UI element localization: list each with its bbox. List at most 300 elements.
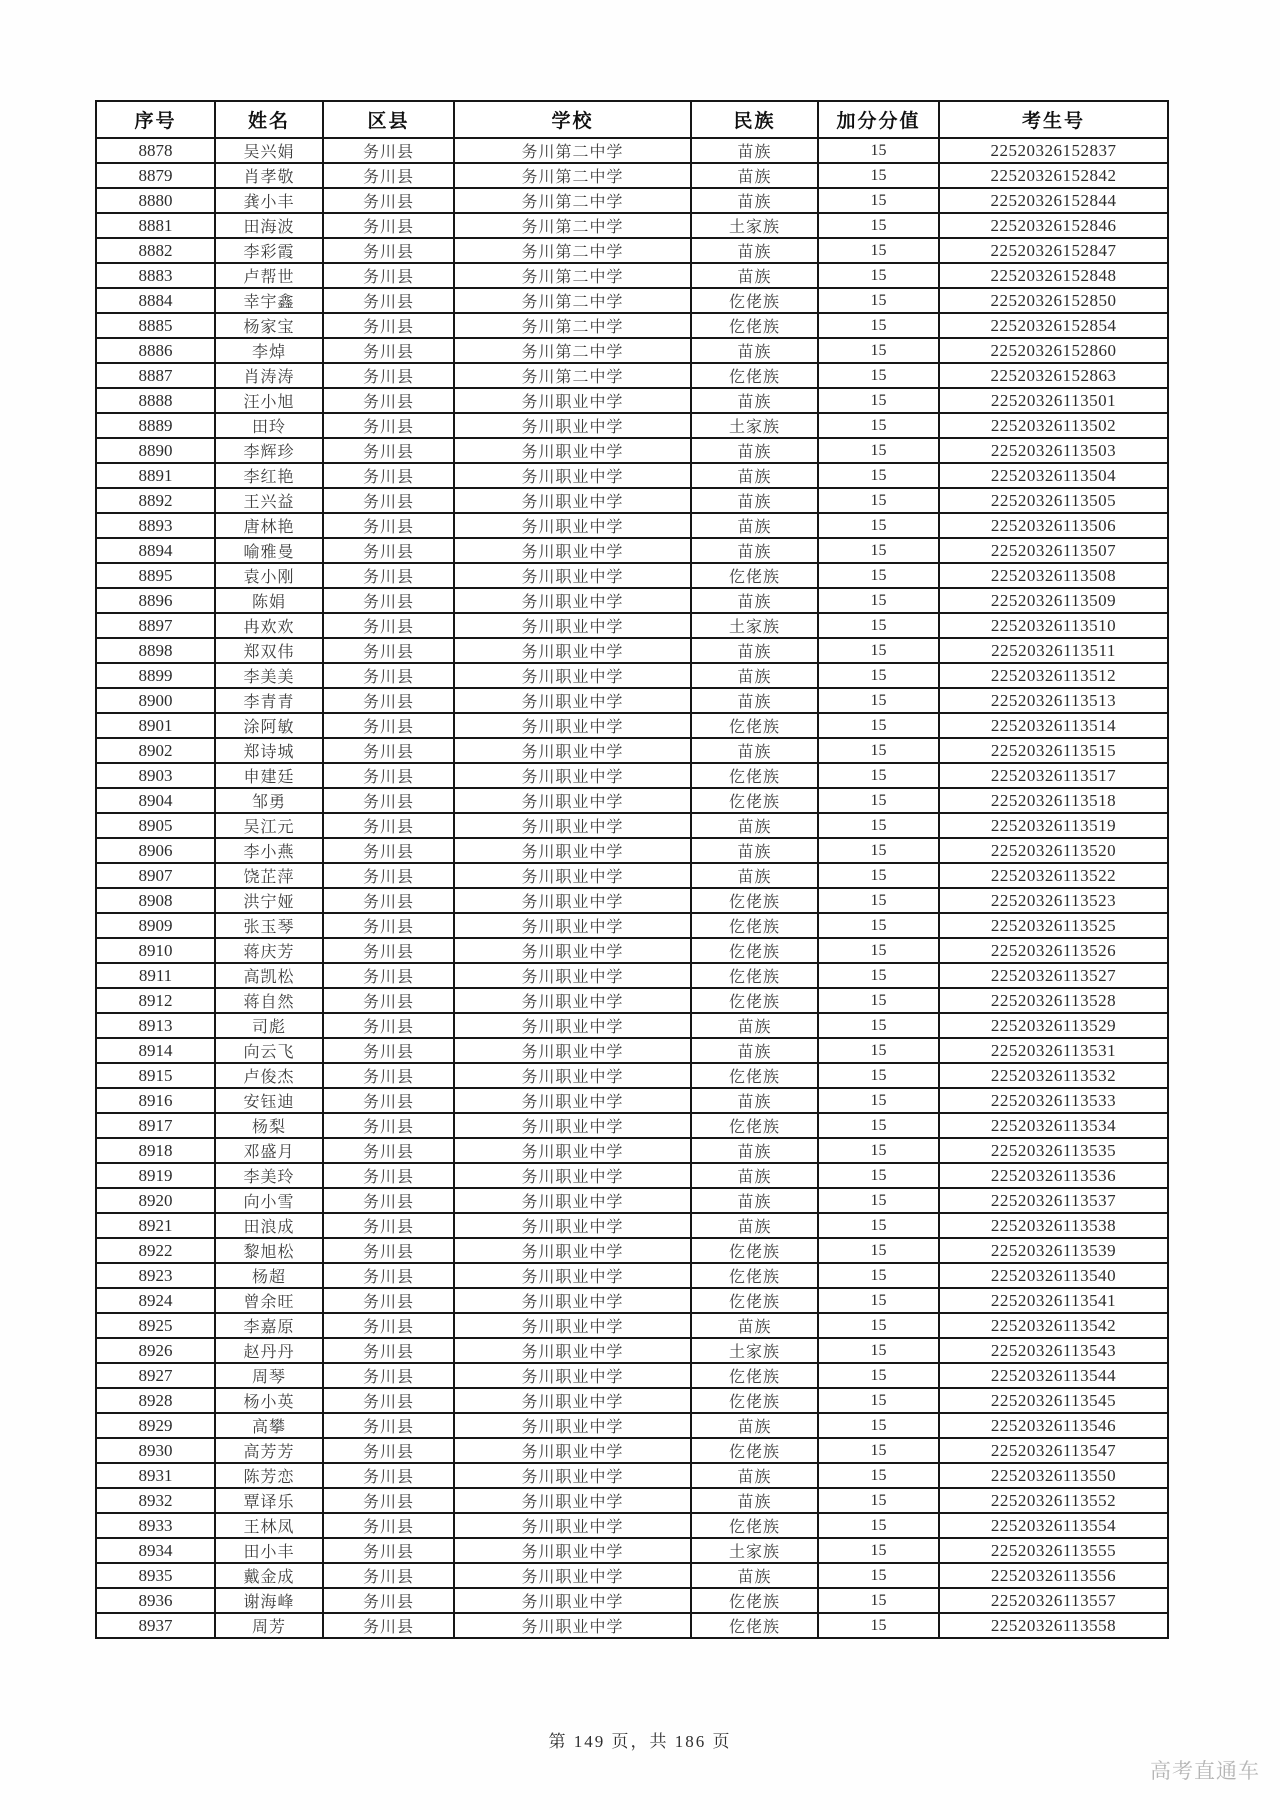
table-row — [96, 388, 1168, 413]
cell-county: 务川县 — [323, 1013, 454, 1038]
cell-candidate-no: 22520326152848 — [939, 263, 1168, 288]
cell-serial: 8915 — [96, 1063, 215, 1088]
cell-bonus: 15 — [818, 1088, 939, 1113]
cell-school: 务川职业中学 — [454, 988, 691, 1013]
cell-school: 务川第二中学 — [454, 288, 691, 313]
cell-serial: 8882 — [96, 238, 215, 263]
cell-candidate-no: 22520326113518 — [939, 788, 1168, 813]
cell-ethnicity: 苗族 — [691, 1313, 818, 1338]
cell-school: 务川职业中学 — [454, 1163, 691, 1188]
cell-name: 卢俊杰 — [215, 1063, 323, 1088]
cell-school: 务川职业中学 — [454, 513, 691, 538]
table-row — [96, 338, 1168, 363]
cell-bonus: 15 — [818, 163, 939, 188]
cell-school: 务川第二中学 — [454, 363, 691, 388]
bonus-points-table — [95, 100, 1169, 1639]
cell-name: 杨超 — [215, 1263, 323, 1288]
cell-bonus: 15 — [818, 1363, 939, 1388]
cell-school: 务川职业中学 — [454, 413, 691, 438]
table-row — [96, 413, 1168, 438]
table-row — [96, 138, 1168, 163]
cell-county: 务川县 — [323, 688, 454, 713]
cell-serial: 8911 — [96, 963, 215, 988]
cell-bonus: 15 — [818, 1463, 939, 1488]
cell-serial: 8905 — [96, 813, 215, 838]
cell-county: 务川县 — [323, 638, 454, 663]
cell-county: 务川县 — [323, 238, 454, 263]
cell-name: 张玉琴 — [215, 913, 323, 938]
cell-ethnicity: 仡佬族 — [691, 888, 818, 913]
cell-candidate-no: 22520326113557 — [939, 1588, 1168, 1613]
cell-name: 李青青 — [215, 688, 323, 713]
cell-county: 务川县 — [323, 438, 454, 463]
cell-serial: 8899 — [96, 663, 215, 688]
watermark-text: 高考直通车 — [1150, 1760, 1260, 1783]
cell-ethnicity: 仡佬族 — [691, 1263, 818, 1288]
cell-serial: 8895 — [96, 563, 215, 588]
cell-bonus: 15 — [818, 438, 939, 463]
cell-candidate-no: 22520326113555 — [939, 1538, 1168, 1563]
cell-bonus: 15 — [818, 963, 939, 988]
cell-bonus: 15 — [818, 138, 939, 163]
cell-name: 高攀 — [215, 1413, 323, 1438]
cell-ethnicity: 仡佬族 — [691, 713, 818, 738]
cell-serial: 8906 — [96, 838, 215, 863]
cell-school: 务川职业中学 — [454, 1138, 691, 1163]
header-county: 区县 — [323, 101, 454, 138]
cell-serial: 8909 — [96, 913, 215, 938]
cell-bonus: 15 — [818, 1538, 939, 1563]
cell-candidate-no: 22520326113546 — [939, 1413, 1168, 1438]
cell-serial: 8880 — [96, 188, 215, 213]
table-row — [96, 1388, 1168, 1413]
cell-serial: 8878 — [96, 138, 215, 163]
cell-ethnicity: 土家族 — [691, 213, 818, 238]
cell-name: 唐林艳 — [215, 513, 323, 538]
cell-candidate-no: 22520326113505 — [939, 488, 1168, 513]
cell-county: 务川县 — [323, 1338, 454, 1363]
cell-school: 务川职业中学 — [454, 713, 691, 738]
cell-candidate-no: 22520326152842 — [939, 163, 1168, 188]
cell-bonus: 15 — [818, 688, 939, 713]
cell-ethnicity: 苗族 — [691, 438, 818, 463]
cell-name: 陈芳恋 — [215, 1463, 323, 1488]
cell-candidate-no: 22520326113514 — [939, 713, 1168, 738]
cell-county: 务川县 — [323, 1438, 454, 1463]
cell-candidate-no: 22520326152850 — [939, 288, 1168, 313]
table-row — [96, 1488, 1168, 1513]
cell-ethnicity: 仡佬族 — [691, 1588, 818, 1613]
cell-bonus: 15 — [818, 263, 939, 288]
cell-county: 务川县 — [323, 313, 454, 338]
cell-school: 务川职业中学 — [454, 588, 691, 613]
cell-serial: 8930 — [96, 1438, 215, 1463]
cell-school: 务川职业中学 — [454, 463, 691, 488]
cell-serial: 8897 — [96, 613, 215, 638]
cell-school: 务川职业中学 — [454, 538, 691, 563]
cell-name: 田小丰 — [215, 1538, 323, 1563]
table-row — [96, 363, 1168, 388]
cell-county: 务川县 — [323, 788, 454, 813]
cell-county: 务川县 — [323, 1063, 454, 1088]
table-row — [96, 1363, 1168, 1388]
cell-candidate-no: 22520326113533 — [939, 1088, 1168, 1113]
cell-name: 田玲 — [215, 413, 323, 438]
cell-candidate-no: 22520326113556 — [939, 1563, 1168, 1588]
cell-bonus: 15 — [818, 1513, 939, 1538]
table-row — [96, 163, 1168, 188]
cell-candidate-no: 22520326113537 — [939, 1188, 1168, 1213]
cell-serial: 8912 — [96, 988, 215, 1013]
table-row — [96, 588, 1168, 613]
cell-county: 务川县 — [323, 1288, 454, 1313]
cell-school: 务川职业中学 — [454, 938, 691, 963]
cell-ethnicity: 苗族 — [691, 1038, 818, 1063]
cell-bonus: 15 — [818, 1613, 939, 1638]
cell-candidate-no: 22520326113523 — [939, 888, 1168, 913]
table-row — [96, 763, 1168, 788]
cell-serial: 8894 — [96, 538, 215, 563]
cell-ethnicity: 苗族 — [691, 688, 818, 713]
cell-county: 务川县 — [323, 1563, 454, 1588]
cell-county: 务川县 — [323, 463, 454, 488]
cell-serial: 8922 — [96, 1238, 215, 1263]
cell-ethnicity: 仡佬族 — [691, 1613, 818, 1638]
cell-county: 务川县 — [323, 263, 454, 288]
cell-bonus: 15 — [818, 938, 939, 963]
cell-school: 务川职业中学 — [454, 438, 691, 463]
cell-ethnicity: 仡佬族 — [691, 763, 818, 788]
cell-candidate-no: 22520326113535 — [939, 1138, 1168, 1163]
cell-ethnicity: 苗族 — [691, 488, 818, 513]
cell-county: 务川县 — [323, 1613, 454, 1638]
cell-bonus: 15 — [818, 463, 939, 488]
cell-county: 务川县 — [323, 1188, 454, 1213]
table-row — [96, 563, 1168, 588]
table-row — [96, 1038, 1168, 1063]
cell-candidate-no: 22520326113528 — [939, 988, 1168, 1013]
cell-candidate-no: 22520326113506 — [939, 513, 1168, 538]
cell-ethnicity: 苗族 — [691, 1488, 818, 1513]
table-row — [96, 963, 1168, 988]
cell-serial: 8932 — [96, 1488, 215, 1513]
table-row — [96, 1338, 1168, 1363]
cell-serial: 8917 — [96, 1113, 215, 1138]
table-row — [96, 1463, 1168, 1488]
cell-candidate-no: 22520326113532 — [939, 1063, 1168, 1088]
cell-county: 务川县 — [323, 588, 454, 613]
cell-name: 杨梨 — [215, 1113, 323, 1138]
cell-ethnicity: 仡佬族 — [691, 313, 818, 338]
cell-school: 务川职业中学 — [454, 1413, 691, 1438]
header-name: 姓名 — [215, 101, 323, 138]
cell-bonus: 15 — [818, 538, 939, 563]
cell-school: 务川职业中学 — [454, 613, 691, 638]
cell-serial: 8919 — [96, 1163, 215, 1188]
cell-ethnicity: 苗族 — [691, 463, 818, 488]
cell-serial: 8887 — [96, 363, 215, 388]
cell-school: 务川职业中学 — [454, 488, 691, 513]
cell-bonus: 15 — [818, 1413, 939, 1438]
cell-county: 务川县 — [323, 913, 454, 938]
cell-serial: 8896 — [96, 588, 215, 613]
cell-school: 务川职业中学 — [454, 1213, 691, 1238]
cell-candidate-no: 22520326113545 — [939, 1388, 1168, 1413]
cell-school: 务川职业中学 — [454, 863, 691, 888]
cell-candidate-no: 22520326113511 — [939, 638, 1168, 663]
cell-name: 郑诗城 — [215, 738, 323, 763]
cell-ethnicity: 苗族 — [691, 513, 818, 538]
cell-school: 务川第二中学 — [454, 263, 691, 288]
cell-ethnicity: 仡佬族 — [691, 1063, 818, 1088]
cell-serial: 8929 — [96, 1413, 215, 1438]
cell-serial: 8927 — [96, 1363, 215, 1388]
table-row — [96, 913, 1168, 938]
cell-name: 袁小刚 — [215, 563, 323, 588]
cell-name: 李小燕 — [215, 838, 323, 863]
cell-candidate-no: 22520326113513 — [939, 688, 1168, 713]
cell-serial: 8892 — [96, 488, 215, 513]
table-header-row — [96, 101, 1168, 138]
cell-bonus: 15 — [818, 738, 939, 763]
cell-school: 务川职业中学 — [454, 1188, 691, 1213]
cell-county: 务川县 — [323, 838, 454, 863]
cell-school: 务川职业中学 — [454, 1488, 691, 1513]
cell-ethnicity: 苗族 — [691, 238, 818, 263]
cell-bonus: 15 — [818, 863, 939, 888]
cell-bonus: 15 — [818, 363, 939, 388]
cell-bonus: 15 — [818, 338, 939, 363]
header-ethnicity: 民族 — [691, 101, 818, 138]
cell-county: 务川县 — [323, 488, 454, 513]
cell-ethnicity: 苗族 — [691, 1138, 818, 1163]
table-row — [96, 513, 1168, 538]
cell-ethnicity: 仡佬族 — [691, 1363, 818, 1388]
cell-candidate-no: 22520326113519 — [939, 813, 1168, 838]
cell-candidate-no: 22520326113544 — [939, 1363, 1168, 1388]
cell-county: 务川县 — [323, 863, 454, 888]
cell-name: 黎旭松 — [215, 1238, 323, 1263]
table-row — [96, 1188, 1168, 1213]
cell-ethnicity: 苗族 — [691, 588, 818, 613]
cell-serial: 8934 — [96, 1538, 215, 1563]
cell-name: 饶芷萍 — [215, 863, 323, 888]
cell-serial: 8901 — [96, 713, 215, 738]
cell-serial: 8903 — [96, 763, 215, 788]
cell-name: 肖涛涛 — [215, 363, 323, 388]
cell-county: 务川县 — [323, 613, 454, 638]
table-row — [96, 488, 1168, 513]
cell-bonus: 15 — [818, 838, 939, 863]
table-row — [96, 663, 1168, 688]
cell-candidate-no: 22520326113541 — [939, 1288, 1168, 1313]
cell-candidate-no: 22520326113501 — [939, 388, 1168, 413]
cell-candidate-no: 22520326113512 — [939, 663, 1168, 688]
cell-serial: 8883 — [96, 263, 215, 288]
table-row — [96, 1138, 1168, 1163]
cell-county: 务川县 — [323, 213, 454, 238]
cell-serial: 8937 — [96, 1613, 215, 1638]
cell-school: 务川职业中学 — [454, 838, 691, 863]
cell-name: 洪宁娅 — [215, 888, 323, 913]
table-row — [96, 738, 1168, 763]
cell-school: 务川职业中学 — [454, 1313, 691, 1338]
cell-school: 务川职业中学 — [454, 1263, 691, 1288]
cell-bonus: 15 — [818, 1188, 939, 1213]
cell-name: 杨小英 — [215, 1388, 323, 1413]
cell-bonus: 15 — [818, 1238, 939, 1263]
cell-county: 务川县 — [323, 1363, 454, 1388]
table-row — [96, 1238, 1168, 1263]
cell-serial: 8925 — [96, 1313, 215, 1338]
cell-ethnicity: 仡佬族 — [691, 1513, 818, 1538]
cell-bonus: 15 — [818, 888, 939, 913]
cell-candidate-no: 22520326113542 — [939, 1313, 1168, 1338]
cell-bonus: 15 — [818, 1263, 939, 1288]
table-row — [96, 1213, 1168, 1238]
cell-school: 务川职业中学 — [454, 813, 691, 838]
cell-serial: 8935 — [96, 1563, 215, 1588]
cell-school: 务川职业中学 — [454, 1463, 691, 1488]
table-row — [96, 838, 1168, 863]
cell-school: 务川职业中学 — [454, 688, 691, 713]
cell-ethnicity: 苗族 — [691, 1088, 818, 1113]
cell-candidate-no: 22520326113525 — [939, 913, 1168, 938]
cell-school: 务川职业中学 — [454, 1363, 691, 1388]
cell-name: 李焯 — [215, 338, 323, 363]
table-row — [96, 863, 1168, 888]
cell-serial: 8928 — [96, 1388, 215, 1413]
cell-bonus: 15 — [818, 1013, 939, 1038]
cell-county: 务川县 — [323, 513, 454, 538]
cell-name: 李美美 — [215, 663, 323, 688]
cell-school: 务川职业中学 — [454, 563, 691, 588]
cell-serial: 8921 — [96, 1213, 215, 1238]
cell-name: 李美玲 — [215, 1163, 323, 1188]
cell-ethnicity: 土家族 — [691, 1338, 818, 1363]
cell-serial: 8879 — [96, 163, 215, 188]
cell-ethnicity: 苗族 — [691, 1463, 818, 1488]
cell-candidate-no: 22520326113558 — [939, 1613, 1168, 1638]
cell-serial: 8884 — [96, 288, 215, 313]
cell-ethnicity: 土家族 — [691, 613, 818, 638]
cell-school: 务川职业中学 — [454, 1513, 691, 1538]
cell-school: 务川职业中学 — [454, 1063, 691, 1088]
table-row — [96, 1613, 1168, 1638]
cell-county: 务川县 — [323, 988, 454, 1013]
cell-candidate-no: 22520326113527 — [939, 963, 1168, 988]
cell-county: 务川县 — [323, 1538, 454, 1563]
table-row — [96, 1413, 1168, 1438]
cell-school: 务川职业中学 — [454, 1088, 691, 1113]
cell-school: 务川职业中学 — [454, 1538, 691, 1563]
cell-county: 务川县 — [323, 138, 454, 163]
cell-bonus: 15 — [818, 613, 939, 638]
cell-serial: 8926 — [96, 1338, 215, 1363]
cell-bonus: 15 — [818, 663, 939, 688]
cell-county: 务川县 — [323, 1413, 454, 1438]
cell-ethnicity: 苗族 — [691, 338, 818, 363]
table-row — [96, 438, 1168, 463]
cell-candidate-no: 22520326113507 — [939, 538, 1168, 563]
table-row — [96, 613, 1168, 638]
cell-school: 务川第二中学 — [454, 238, 691, 263]
cell-school: 务川职业中学 — [454, 1013, 691, 1038]
cell-name: 吴江元 — [215, 813, 323, 838]
cell-serial: 8913 — [96, 1013, 215, 1038]
cell-serial: 8893 — [96, 513, 215, 538]
cell-county: 务川县 — [323, 1088, 454, 1113]
cell-county: 务川县 — [323, 938, 454, 963]
table-row — [96, 313, 1168, 338]
cell-name: 周芳 — [215, 1613, 323, 1638]
cell-ethnicity: 苗族 — [691, 388, 818, 413]
cell-county: 务川县 — [323, 1038, 454, 1063]
cell-county: 务川县 — [323, 963, 454, 988]
cell-ethnicity: 仡佬族 — [691, 563, 818, 588]
cell-school: 务川第二中学 — [454, 338, 691, 363]
table-row — [96, 1113, 1168, 1138]
cell-name: 覃译乐 — [215, 1488, 323, 1513]
table-row — [96, 688, 1168, 713]
cell-bonus: 15 — [818, 213, 939, 238]
cell-candidate-no: 22520326152854 — [939, 313, 1168, 338]
cell-school: 务川第二中学 — [454, 313, 691, 338]
cell-bonus: 15 — [818, 1038, 939, 1063]
cell-serial: 8898 — [96, 638, 215, 663]
table-row — [96, 1163, 1168, 1188]
cell-name: 司彪 — [215, 1013, 323, 1038]
cell-school: 务川第二中学 — [454, 138, 691, 163]
cell-name: 向小雪 — [215, 1188, 323, 1213]
cell-candidate-no: 22520326113510 — [939, 613, 1168, 638]
cell-candidate-no: 22520326152847 — [939, 238, 1168, 263]
cell-school: 务川职业中学 — [454, 738, 691, 763]
cell-name: 肖孝敬 — [215, 163, 323, 188]
cell-serial: 8914 — [96, 1038, 215, 1063]
cell-name: 喻雅曼 — [215, 538, 323, 563]
cell-county: 务川县 — [323, 713, 454, 738]
cell-name: 蒋自然 — [215, 988, 323, 1013]
cell-name: 周琴 — [215, 1363, 323, 1388]
cell-county: 务川县 — [323, 763, 454, 788]
header-serial: 序号 — [96, 101, 215, 138]
header-candidate-no: 考生号 — [939, 101, 1168, 138]
table-row — [96, 638, 1168, 663]
cell-county: 务川县 — [323, 288, 454, 313]
cell-serial: 8902 — [96, 738, 215, 763]
cell-county: 务川县 — [323, 813, 454, 838]
cell-bonus: 15 — [818, 488, 939, 513]
cell-bonus: 15 — [818, 288, 939, 313]
cell-county: 务川县 — [323, 1138, 454, 1163]
table-row — [96, 1563, 1168, 1588]
cell-name: 李彩霞 — [215, 238, 323, 263]
cell-serial: 8900 — [96, 688, 215, 713]
cell-ethnicity: 苗族 — [691, 1163, 818, 1188]
cell-bonus: 15 — [818, 1563, 939, 1588]
cell-ethnicity: 苗族 — [691, 1188, 818, 1213]
cell-county: 务川县 — [323, 563, 454, 588]
cell-county: 务川县 — [323, 738, 454, 763]
cell-school: 务川职业中学 — [454, 1388, 691, 1413]
cell-ethnicity: 苗族 — [691, 538, 818, 563]
cell-serial: 8889 — [96, 413, 215, 438]
table-row — [96, 538, 1168, 563]
cell-candidate-no: 22520326113539 — [939, 1238, 1168, 1263]
cell-ethnicity: 苗族 — [691, 813, 818, 838]
cell-name: 安钰迪 — [215, 1088, 323, 1113]
